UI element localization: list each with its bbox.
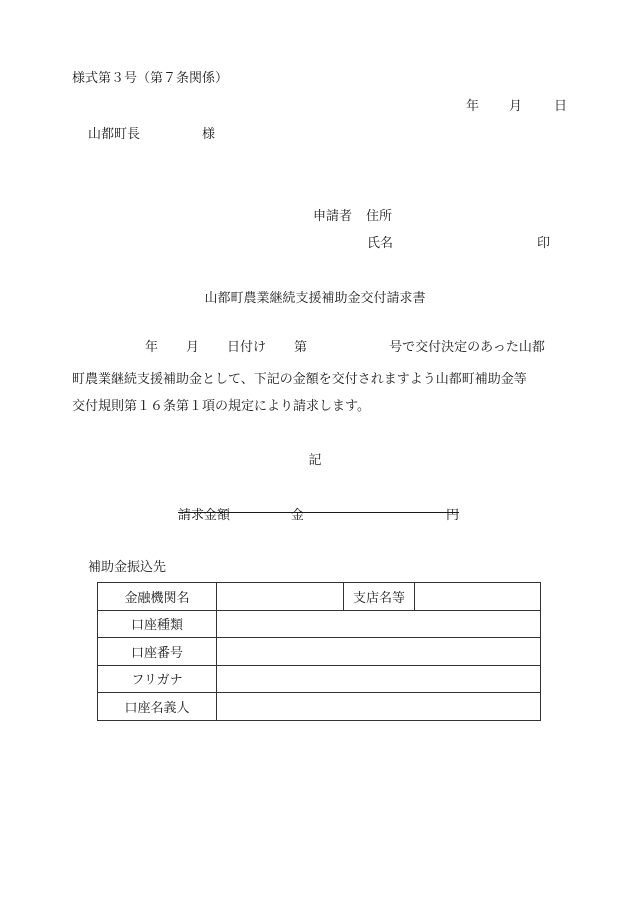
account-number-label: 口座番号 [98,638,217,666]
branch-input[interactable] [415,583,541,611]
account-number-input[interactable] [217,638,541,666]
name-label: 氏名 [367,236,394,251]
seal-mark: 印 [537,236,551,251]
body-dated: 日付け [227,340,267,355]
table-row [98,610,541,638]
body-year: 年 [145,340,159,355]
claim-amount-line [178,508,460,523]
bank-section-label: 補助金振込先 [88,560,167,575]
body-line1-rest: 号で交付決定のあった山都 [389,340,545,355]
holder-label: 口座名義人 [98,693,217,721]
addressee [88,128,215,141]
form-number: 様式第３号（第７条関係） [72,71,229,86]
body-dai: 第 [294,340,308,355]
branch-label: 支店名等 [344,583,415,611]
table-row [98,665,541,693]
claim-label: 請求金額 [178,508,231,523]
institution-input[interactable] [217,583,344,611]
body-month: 月 [186,340,200,355]
claim-yen: 円 [446,508,460,523]
date-day: 日 [554,99,568,114]
document-title: 山都町農業継続支援補助金交付請求書 [204,291,426,306]
applicant-role: 申請者 [313,209,353,224]
body-line-2: 町農業継続支援補助金として、下記の金額を交付されますよう山都町補助金等 [72,372,527,387]
account-type-input[interactable] [217,610,541,638]
table-row [98,583,541,611]
date-line [466,100,567,113]
furigana-label: フリガナ [98,665,217,693]
ki-heading: 記 [308,453,322,468]
table-row [98,693,541,721]
date-year: 年 [466,99,480,114]
claim-kin: 金 [291,508,305,523]
addressee-honorific: 様 [202,127,216,142]
body-line-3: 交付規則第１６条第１項の規定により請求します。 [72,399,370,414]
account-type-label: 口座種類 [98,610,217,638]
holder-input[interactable] [217,693,541,721]
furigana-input[interactable] [217,665,541,693]
table-row [98,638,541,666]
bank-transfer-table [97,582,541,721]
date-month: 月 [509,99,523,114]
institution-label: 金融機関名 [98,583,217,611]
applicant-address-line [313,210,392,223]
body-line-1 [145,341,545,354]
address-label: 住所 [366,209,393,224]
addressee-name: 山都町長 [88,127,141,142]
